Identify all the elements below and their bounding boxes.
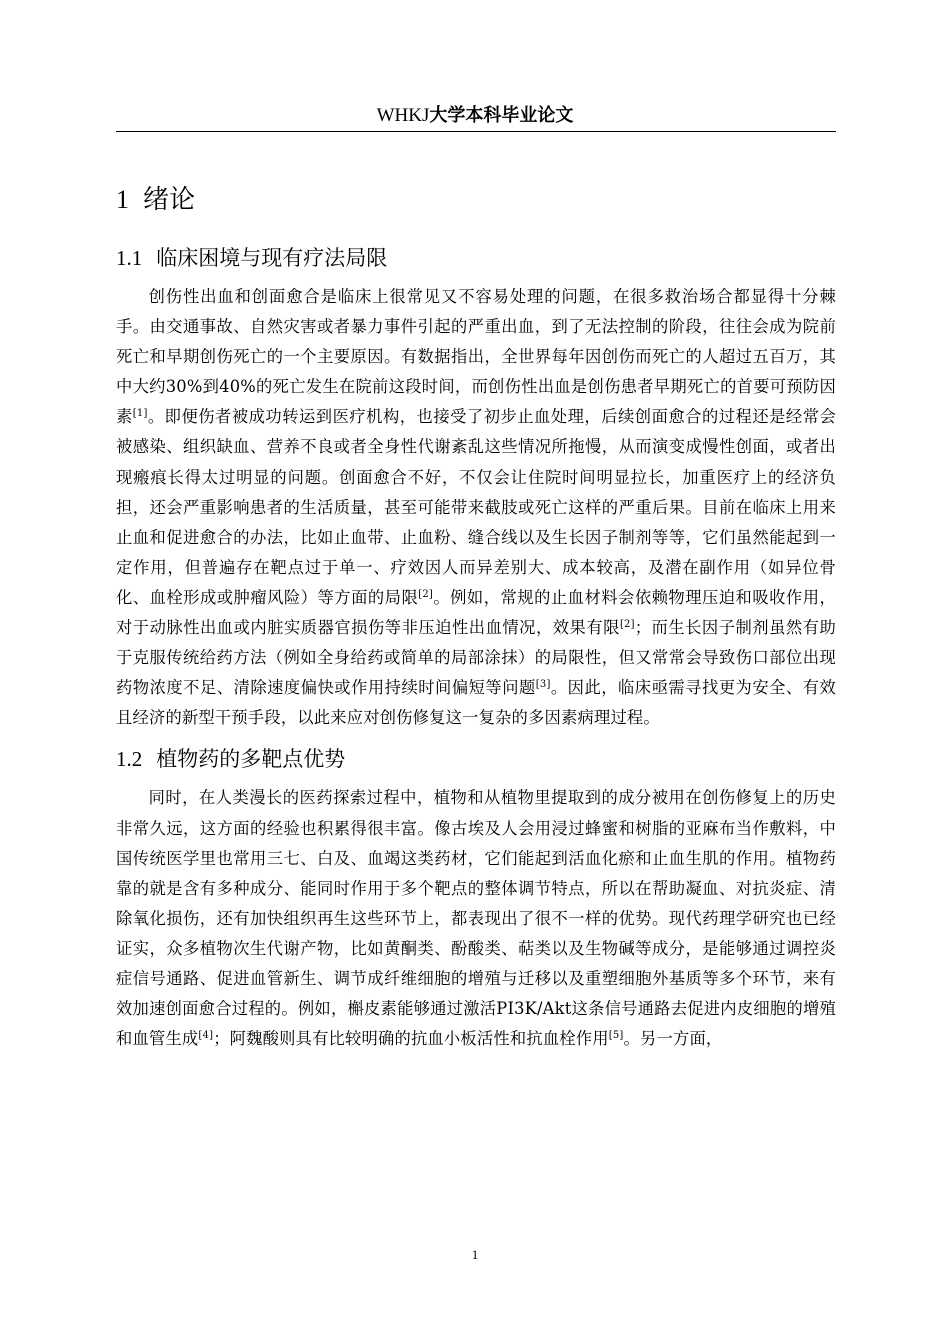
citation-ref[interactable]: [1] xyxy=(132,408,148,420)
paragraph-text: 。即便伤者被成功转运到医疗机构，也接受了初步止血处理，后续创面愈合的过程还是经常会被感染、组织缺血、营养不良或者全身性代谢紊乱这些情况所拖慢，从而演变成慢性创面，或者出现瘢痕长得太过明显的问题。创面愈合不好，不仅会让住院时间明显拉长，加重医疗上的经济负担，还会严重影响患者的生活质量，甚至可能带来截肢或死亡这样的严重后果。目前在临床上用来止血和促进愈合的办法，比如止血带、止血粉、缝合线以及生长因子制剂等等，它们虽然能起到一定作用，但普遍存在靶点过于单一、疗效因人而异差别大、成本较高，及潜在副作用（如异位骨化、血栓形成或肿瘤风险）等方面的局限 xyxy=(116,407,836,607)
paragraph-text: 同时，在人类漫长的医药探索过程中，植物和从植物里提取到的成分被用在创伤修复上的历史非常久远，这方面的经验也积累得很丰富。像古埃及人会用浸过蜂蜜和树脂的亚麻布当作敷料，中国传统医学里也常用三七、白及、血竭这类药材，它们能起到活血化瘀和止血生肌的作用。植物药靠的就是含有多种成分、能同时作用于多个靶点的整体调节特点，所以在帮助凝血、对抗炎症、清除氧化损伤，还有加快组织再生这些环节上，都表现出了很不一样的优势。现代药理学研究也已经证实，众多植物次生代谢产物，比如黄酮类、酚酸类、萜类以及生物碱等成分，是能够通过调控炎症信号通路、促进血管新生、调节成纤维细胞的增殖与迁移以及重塑细胞外基质等多个环节，来有效加速创面愈合过程的。例如，槲皮素能够通过激活PI3K/Akt这条信号通路去促进内皮细胞的增殖和血管生成 xyxy=(116,788,836,1049)
citation-ref[interactable]: [5] xyxy=(608,1030,624,1042)
citation-ref[interactable]: [3] xyxy=(535,679,551,691)
running-header-latin: WHKJ xyxy=(376,105,430,126)
section-number: 1.1 xyxy=(116,246,143,270)
paragraph-text: 。另一方面， xyxy=(623,1029,723,1049)
header-rule xyxy=(116,131,836,132)
paragraph-text: ；阿魏酸则具有比较明确的抗血小板活性和抗血栓作用 xyxy=(213,1029,609,1049)
paragraph-text: 。例如，常规的止血材料会依赖物理压迫和吸收作用，对于动脉性出血或内脏实质器官损伤等非压迫性出血情况，效果有限 xyxy=(116,587,836,638)
citation-ref[interactable]: [2] xyxy=(619,619,635,631)
page-body xyxy=(116,180,836,1054)
chapter-heading xyxy=(116,180,836,240)
running-header xyxy=(0,104,950,128)
paragraph-text: ；而生长因子制剂虽然有助于克服传统给药方法（例如全身给药或简单的局部涂抹）的局限性，但又常常会导致伤口部位出现药物浓度不足、清除速度偏快或作用持续时间偏短等问题 xyxy=(116,618,836,698)
citation-ref[interactable]: [2] xyxy=(418,588,434,600)
chapter-number: 1 xyxy=(116,185,129,214)
running-header-chinese: 大学本科毕业论文 xyxy=(429,105,574,126)
body-paragraph-1 xyxy=(116,282,836,733)
citation-ref[interactable]: [4] xyxy=(198,1030,214,1042)
chapter-title: 绪论 xyxy=(143,185,196,215)
section-title: 临床困境与现有疗法局限 xyxy=(156,246,388,270)
page-number: 1 xyxy=(471,1247,479,1262)
paragraph-text: 。因此，临床亟需寻找更为安全、有效且经济的新型干预手段，以此来应对创伤修复这一复杂的多因素病理过程。 xyxy=(116,678,836,728)
section-title: 植物药的多靶点优势 xyxy=(156,747,346,772)
paragraph-text: 创伤性出血和创面愈合是临床上很常见又不容易处理的问题，在很多救治场合都显得十分棘手。由交通事故、自然灾害或者暴力事件引起的严重出血，到了无法控制的阶段，往往会成为院前死亡和早期创伤死亡的一个主要原因。有数据指出，全世界每年因创伤而死亡的人超过五百万，其中大约30%到40%的死亡发生在院前这段时间，而创伤性出血是创伤患者早期死亡的首要可预防因素 xyxy=(116,287,836,427)
body-paragraph-2 xyxy=(116,783,836,1054)
section-number: 1.2 xyxy=(116,747,143,772)
section-heading-1-2 xyxy=(116,741,836,783)
section-heading-1-1 xyxy=(116,240,836,282)
